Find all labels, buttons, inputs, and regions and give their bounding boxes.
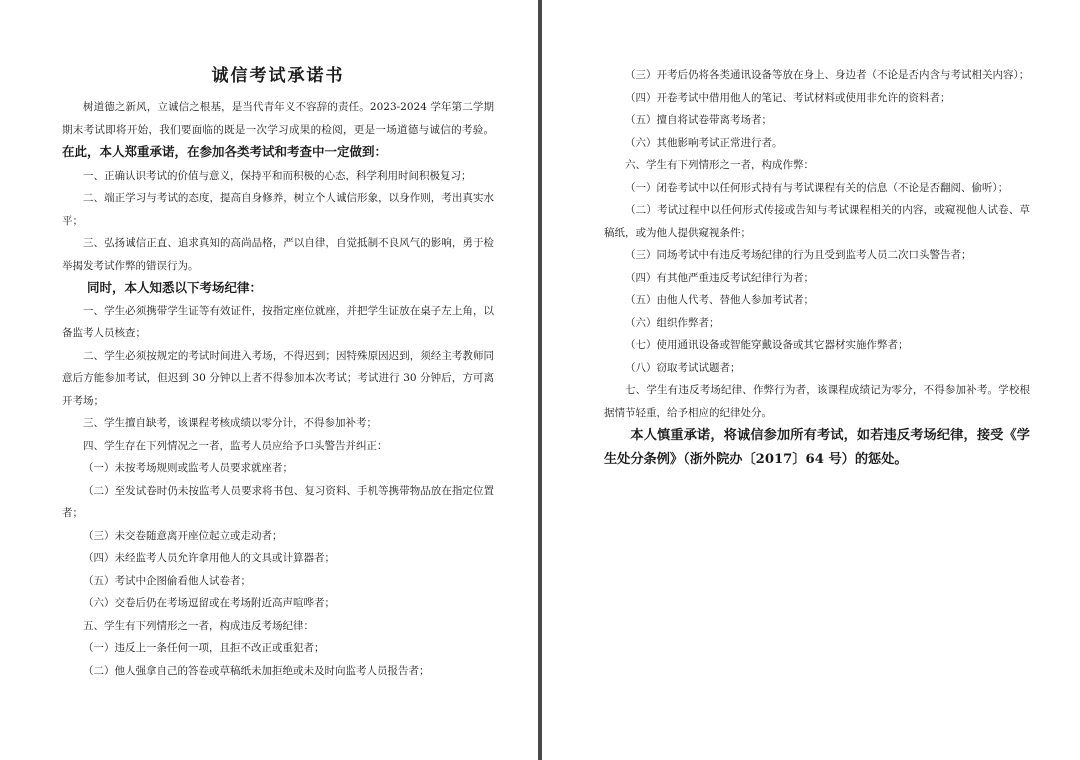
- rule-item: （二）考试过程中以任何形式传接或告知与考试课程相关的内容，或窥视他人试卷、草稿纸，或为他人提供窥视条件；: [604, 204, 1030, 239]
- rule-item: （七）使用通讯设备或智能穿戴设备或其它器材实施作弊者；: [625, 339, 909, 351]
- rule-item: 四、学生存在下列情况之一者，监考人员应给予口头警告并纠正：: [83, 439, 388, 452]
- rule-item: （一）未按考场规则或监考人员要求就座者；: [83, 462, 293, 474]
- rule-item: （五）擅自将试卷带离考场者；: [625, 114, 772, 126]
- rule-item: （四）开卷考试中借用他人的笔记、考试材料或使用非允许的资料者；: [625, 91, 951, 104]
- rule-item: （三）未交卷随意离开座位起立或走动者；: [83, 529, 283, 542]
- rule-item: （二）他人强拿自己的答卷或草稿纸未加拒绝或未及时向监考人员报告者；: [83, 664, 430, 677]
- rule-item: （四）有其他严重违反考试纪律行为者；: [625, 271, 814, 284]
- rule-item: （一）闭卷考试中以任何形式持有与考试课程有关的信息（不论是否翻阅、偷听）；: [625, 181, 1009, 194]
- rule-item: （三）同场考试中有违反考场纪律的行为且受到监考人员二次口头警告者；: [625, 249, 972, 261]
- rule-item: （三）开考后仍将各类通讯设备等放在身上、身边者（不论是否内含与考试相关内容）；: [625, 69, 1030, 81]
- rule-item: 六、学生有下列情形之一者，构成作弊：: [625, 159, 814, 171]
- rule-item: （五）考试中企图偷看他人试卷者；: [83, 574, 251, 587]
- pledge-item: 二、端正学习与考试的态度，提高自身修养，树立个人诚信形象，以身作则，考出真实水平；: [62, 192, 494, 227]
- page-title: 诚信考试承诺书: [211, 66, 345, 86]
- pledge-item: 三、弘扬诚信正直、追求真知的高尚品格，严以自律，自觉抵制不良风气的影响，勇于检举揭发考试作弊的错误行为。: [62, 237, 494, 272]
- rule-item: （五）由他人代考、替他人参加考试者；: [625, 294, 814, 306]
- rule-item: （六）组织作弊者；: [625, 316, 720, 329]
- rule-item: 五、学生有下列情形之一者，构成违反考场纪律：: [83, 619, 314, 632]
- rule-item: （六）其他影响考试正常进行者。: [625, 136, 783, 149]
- closing-statement: 本人慎重承诺，将诚信参加所有考试，如若违反考场纪律，接受《学生处分条例》（浙外院办〔2017〕64 号）的惩处。: [604, 428, 1030, 467]
- rule-item: （四）未经监考人员允许拿用他人的文具或计算器者；: [83, 552, 335, 564]
- document-page-left: [0, 0, 538, 760]
- rule-item: （二）至发试卷时仍未按监考人员要求将书包、复习资料、手机等携带物品放在指定位置者；: [62, 484, 494, 519]
- rule-item: 二、学生必须按规定的考试时间进入考场，不得迟到；因特殊原因迟到，须经主考教师同意后方能参加考试，但迟到 30 分钟以上者不得参加本次考试；考试进行 30 分钟后，方可离开考场；: [62, 349, 494, 407]
- intro-paragraph: [62, 96, 494, 165]
- rule-item: （一）违反上一条任何一项，且拒不改正或重犯者；: [83, 642, 325, 654]
- rules-heading: 同时，本人知悉以下考场纪律：: [87, 280, 263, 295]
- pledge-item: 一、正确认识考试的价值与意义，保持平和而积极的心态，科学利用时间积极复习；: [83, 169, 472, 182]
- intro-text: 树道德之新风，立诚信之根基，是当代青年义不容辞的责任。2023-2024 学年第二学期期末考试即将开始，我们要面临的既是一次学习成果的检阅，更是一场道德与诚信的考验。: [62, 101, 494, 136]
- rule-item: （八）窃取考试试题者；: [625, 361, 741, 374]
- intro-bold-text: 在此，本人郑重承诺，在参加各类考试和考查中一定做到：: [62, 144, 388, 159]
- rule-item: 三、学生擅自缺考，该课程考核成绩以零分计，不得参加补考；: [83, 417, 377, 429]
- rule-item: （六）交卷后仍在考场逗留或在考场附近高声喧哗者；: [83, 597, 335, 609]
- document-page-right: [542, 0, 1080, 760]
- rule-item: 一、学生必须携带学生证等有效证件，按指定座位就座，并把学生证放在桌子左上角，以备监考人员核查；: [62, 304, 494, 339]
- rule-item: 七、学生有违反考场纪律、作弊行为者，该课程成绩记为零分，不得参加补考。学校根据情节轻重，给予相应的纪律处分。: [604, 384, 1030, 419]
